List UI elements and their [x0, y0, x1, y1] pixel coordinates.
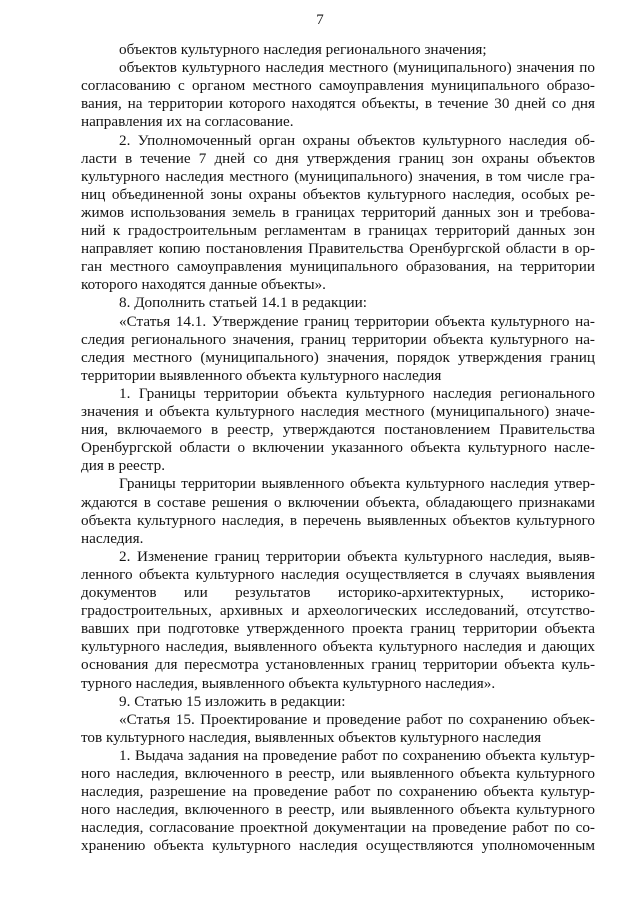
text-line: дия в реестр.	[81, 457, 166, 474]
text-line: территории выявленного объекта культурного наследия	[81, 367, 442, 384]
text-line: культурного наследия местного (муниципального) значения, в том числе гра-	[81, 168, 595, 185]
text-line: 9. Статью 15 изложить в редакции:	[119, 693, 346, 710]
text-line: 1. Выдача задания на проведение работ по сохранению объекта культур-	[119, 747, 595, 764]
text-line: ждаются в составе решения о включении объекта, обладающего признаками	[81, 494, 595, 511]
text-line: направления их на согласование.	[81, 113, 294, 130]
text-line: культурного наследия, выявленного объекта культурного наследия и дающих	[81, 638, 595, 655]
text-line: Границы территории выявленного объекта культурного наследия утвер-	[119, 475, 595, 492]
text-line: значения и объекта культурного наследия местного (муниципального) значе-	[81, 403, 595, 420]
text-line: 1. Границы территории объекта культурного наследия регионального	[119, 385, 595, 402]
text-line: Оренбургской области о включении указанного объекта культурного насле-	[81, 439, 595, 456]
text-line: «Статья 15. Проектирование и проведение работ по сохранению объек-	[119, 711, 595, 728]
text-line: согласованию с органом местного самоуправления муниципального образо-	[81, 77, 595, 94]
text-line: жимов использования земель в границах территорий данных зон и требова-	[81, 204, 595, 221]
text-line: ний к градостроительным регламентам в границах территорий данных зон	[81, 222, 595, 239]
text-line: ленного объекта культурного наследия осуществляется в случаях выявления	[81, 566, 595, 583]
text-line: 8. Дополнить статьей 14.1 в редакции:	[119, 294, 367, 311]
text-line: градостроительных, архивных и археологических исследований, отсутство-	[81, 602, 595, 619]
text-line: которого находятся данные объекты».	[81, 276, 326, 293]
text-line: следия местного (муниципального) значения, порядок утверждения границ	[81, 349, 595, 366]
text-line: документов или результатов историко-архитектурных, историко-	[81, 584, 595, 601]
text-line: хранению объекта культурного наследия осуществляются уполномоченным	[81, 837, 595, 854]
text-line: объектов культурного наследия местного (муниципального) значения по	[119, 59, 595, 76]
text-line: турного наследия, выявленного объекта культурного наследия».	[81, 675, 496, 692]
text-line: основания для пересмотра установленных границ территории объекта куль-	[81, 656, 595, 673]
text-line: 2. Изменение границ территории объекта культурного наследия, выяв-	[119, 548, 595, 565]
text-line: ган местного самоуправления муниципального образования, на территории	[81, 258, 595, 275]
text-line: наследия.	[81, 530, 144, 547]
text-line: ния, включаемого в реестр, утверждаются постановлением Правительства	[81, 421, 595, 438]
text-line: объекта культурного наследия, в перечень выявленных объектов культурного	[81, 512, 595, 529]
text-line: «Статья 14.1. Утверждение границ территории объекта культурного на-	[119, 313, 595, 330]
text-line: ниц объединенной зоны охраны объектов культурного наследия, особых ре-	[81, 186, 595, 203]
text-line: объектов культурного наследия регионального значения;	[119, 41, 487, 58]
text-line: ласти в течение 7 дней со дня утверждения границ зон охраны объектов	[81, 150, 595, 167]
text-line: ного наследия, включенного в реестр, или выявленного объекта культурного	[81, 765, 595, 782]
text-line: наследия, согласование проектной документации на проведение работ по со-	[81, 819, 595, 836]
text-line: вавших при подготовке утвержденного проекта границ территории объекта	[81, 620, 595, 637]
text-line: наследия, разрешение на проведение работ по сохранению объекта культур-	[81, 783, 595, 800]
text-line: вания, на территории которого находятся объекты, в течение 30 дней со дня	[81, 95, 595, 112]
text-line: 2. Уполномоченный орган охраны объектов культурного наследия об-	[119, 132, 595, 149]
text-line: ного наследия, включенного в реестр, или выявленного объекта культурного	[81, 801, 595, 818]
page-number: 7	[316, 12, 324, 28]
text-line: направляет копию постановления Правительства Оренбургской области в ор-	[81, 240, 595, 257]
text-line: следия регионального значения, границ территории объекта культурного на-	[81, 331, 595, 348]
text-line: тов культурного наследия, выявленных объектов культурного наследия	[81, 729, 542, 746]
